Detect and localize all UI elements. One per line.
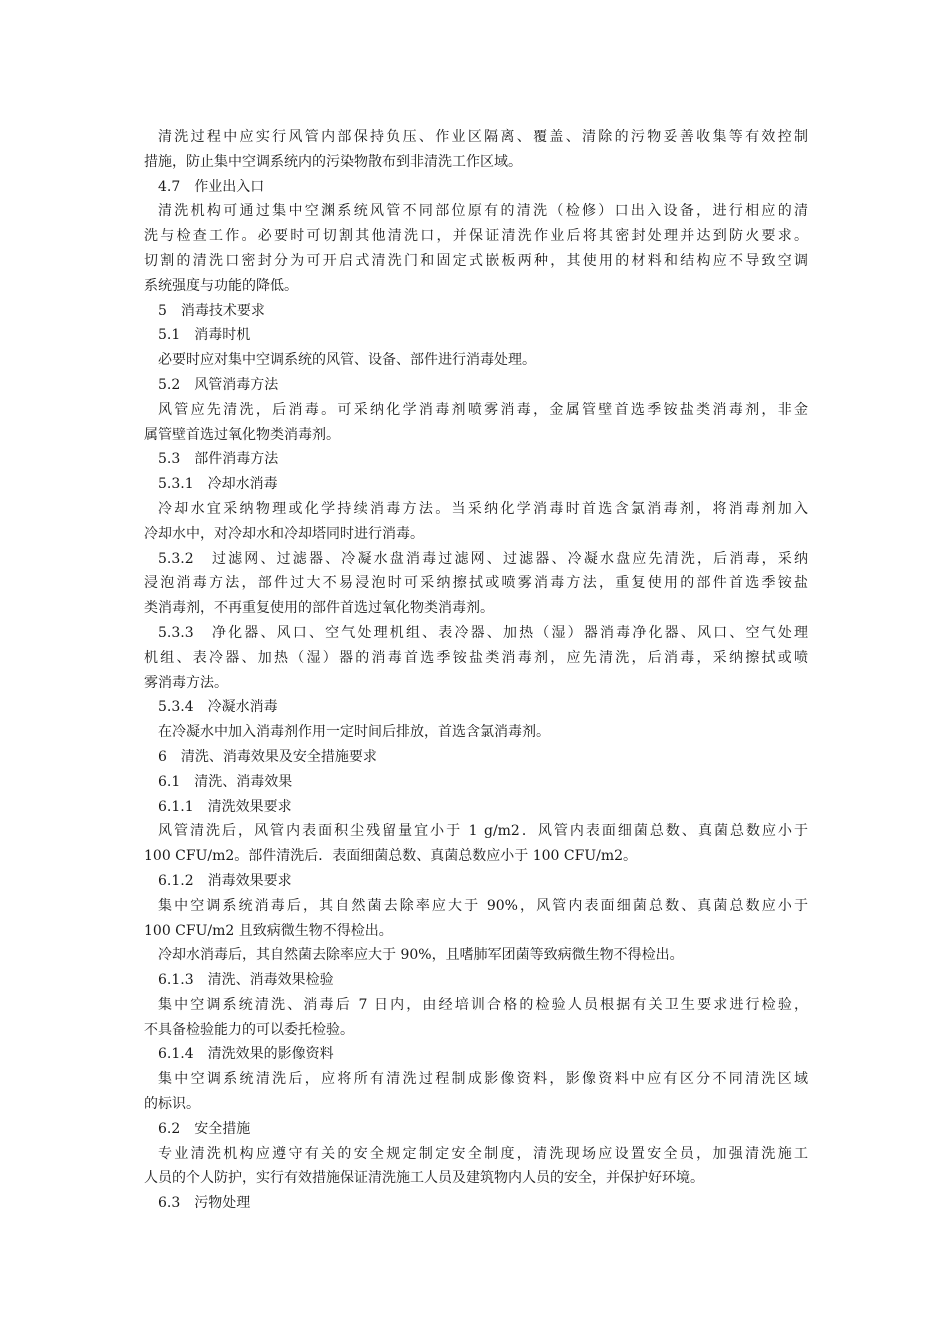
text-line: 专业清洗机构应遵守有关的安全规定制定安全制度，清洗现场应设置安全员，加强清洗施工	[158, 1145, 808, 1162]
text-line: 雾消毒方法。	[144, 674, 228, 691]
section-heading: 6 清洗、消毒效果及安全措施要求	[158, 748, 377, 765]
text-line: 必要时应对集中空调系统的风管、设备、部件进行消毒处理。	[158, 352, 536, 369]
text-line: 冷却水消毒后，其自然菌去除率应大于 90%，且嗜肺军团菌等致病微生物不得检出。	[158, 947, 684, 964]
text-line: 风管应先清洗，后消毒。可采纳化学消毒剂喷雾消毒，金属管壁首选季铵盐类消毒剂，非金	[158, 401, 808, 418]
text-line: 5.3.2 过滤网、过滤器、冷凝水盘消毒过滤网、过滤器、冷凝水盘应先清洗，后消毒，采纳	[158, 550, 808, 567]
section-heading: 5.2 风管消毒方法	[158, 376, 279, 393]
text-line: 100 CFU/m2。部件清洗后．表面细菌总数、真菌总数应小于 100 CFU/m2。	[144, 848, 638, 865]
text-line: 措施，防止集中空调系统内的污染物散布到非清洗工作区域。	[144, 153, 522, 170]
text-line: 属管壁首选过氧化物类消毒剂。	[144, 426, 340, 443]
text-line: 类消毒剂，不再重复使用的部件首选过氧化物类消毒剂。	[144, 600, 494, 617]
document-page	[144, 125, 808, 1216]
section-heading: 6.1.2 消毒效果要求	[158, 872, 292, 889]
text-line: 在冷凝水中加入消毒剂作用一定时间后排放，首选含氯消毒剂。	[158, 724, 550, 741]
section-heading: 5 消毒技术要求	[158, 302, 265, 319]
text-line: 清洗机构可通过集中空渊系统风管不同部位原有的清洗（检修）口出入设备，进行相应的清	[158, 203, 808, 220]
section-heading: 6.3 污物处理	[158, 1195, 251, 1212]
text-line: 系统强度与功能的降低。	[144, 277, 298, 294]
text-line: 切割的清洗口密封分为可开启式清洗门和固定式嵌板两种，其使用的材料和结构应不导致空调	[144, 252, 808, 269]
section-heading: 5.1 消毒时机	[158, 327, 251, 344]
text-line: 集中空调系统消毒后，其自然菌去除率应大于 90%，风管内表面细菌总数、真菌总数应小于	[158, 897, 808, 914]
text-line: 机组、表冷器、加热（湿）器的消毒首选季铵盐类消毒剂，应先清洗，后消毒，采纳擦拭或喷	[144, 649, 808, 666]
text-line: 洗与检查工作。必要时可切割其他清洗口，并保证清洗作业后将其密封处理并达到防火要求。	[144, 228, 808, 245]
text-line: 人员的个人防护，实行有效措施保证清洗施工人员及建筑物内人员的安全，并保护好环境。	[144, 1170, 704, 1187]
section-heading: 6.1.3 清洗、消毒效果检验	[158, 972, 334, 989]
section-heading: 6.2 安全措施	[158, 1120, 251, 1137]
text-line: 冷却水宜采纳物理或化学持续消毒方法。当采纳化学消毒时首选含氯消毒剂，将消毒剂加入	[158, 500, 808, 517]
text-line: 清洗过程中应实行风管内部保持负压、作业区隔离、覆盖、清除的污物妥善收集等有效控制	[158, 129, 808, 145]
text-line: 集中空调系统清洗后，应将所有清洗过程制成影像资料，影像资料中应有区分不同清洗区域	[158, 1071, 808, 1088]
text-line: 5.3.3 净化器、风口、空气处理机组、表冷器、加热（湿）器消毒净化器、风口、空气处理	[158, 624, 808, 641]
section-heading: 6.1.4 清洗效果的影像资料	[158, 1046, 334, 1063]
text-line: 冷却水中，对冷却水和冷却塔同时进行消毒。	[144, 525, 424, 542]
section-heading: 6.1.1 清洗效果要求	[158, 798, 292, 815]
section-heading: 5.3.4 冷凝水消毒	[158, 699, 278, 716]
text-line: 不具备检验能力的可以委托检验。	[144, 1021, 354, 1038]
text-line: 的标识。	[144, 1096, 200, 1113]
text-line: 100 CFU/m2 且致病微生物不得检出。	[144, 922, 393, 939]
text-line: 浸泡消毒方法，部件过大不易浸泡时可采纳擦拭或喷雾消毒方法，重复使用的部件首选季铵盐	[144, 575, 808, 592]
text-line: 集中空调系统清洗、消毒后 7 日内，由经培训合格的检验人员根据有关卫生要求进行检验，	[158, 996, 808, 1013]
section-heading: 5.3 部件消毒方法	[158, 451, 279, 468]
section-heading: 6.1 清洗、消毒效果	[158, 773, 293, 790]
text-line: 风管清洗后，风管内表面积尘残留量宜小于 1 g/m2．风管内表面细菌总数、真菌总数应小于	[158, 823, 808, 840]
section-heading: 5.3.1 冷却水消毒	[158, 476, 278, 493]
section-heading: 4.7 作业出入口	[158, 178, 265, 195]
